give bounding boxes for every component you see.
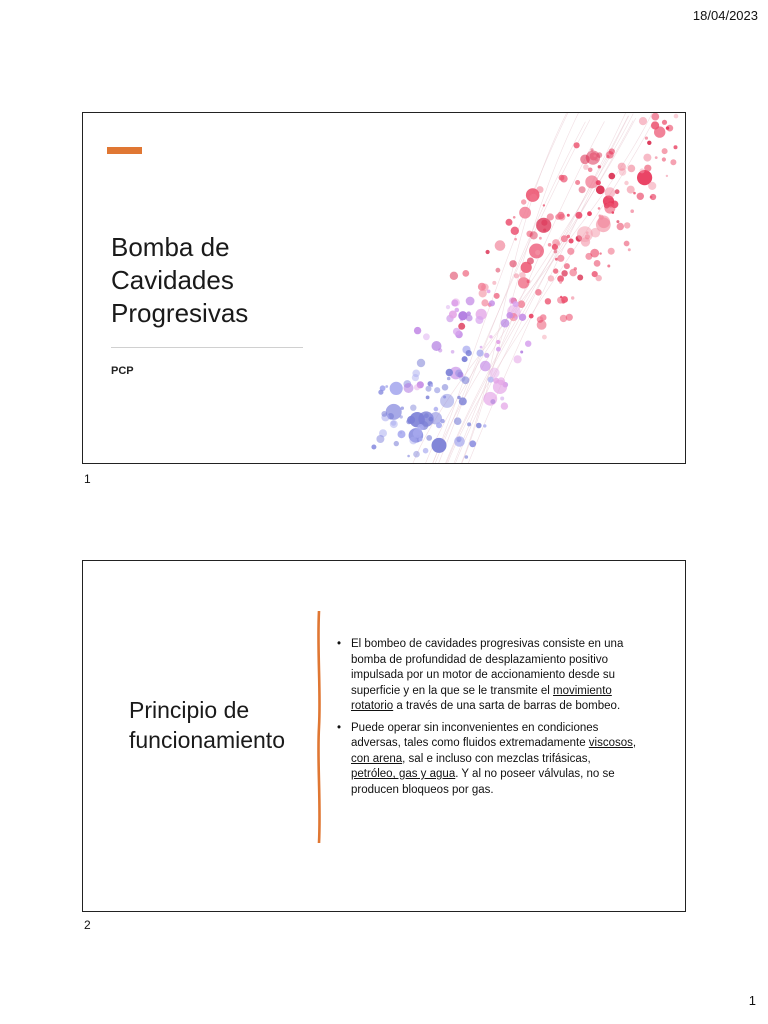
underlined-term: movimiento rotatorio	[351, 684, 612, 712]
slide-2[interactable]	[82, 560, 686, 912]
bullet-text: , sal e incluso con mezclas trifásicas,	[402, 752, 591, 765]
bullet-list	[337, 637, 637, 804]
underlined-term: con arena	[351, 752, 403, 765]
accent-bar	[107, 147, 142, 154]
slide-1[interactable]	[82, 112, 686, 464]
title-divider	[111, 347, 303, 348]
slide-1-number: 1	[84, 472, 91, 486]
title-line: Principio de	[129, 697, 250, 723]
bullet-text: a través de una sarta de barras de bombeo.	[393, 700, 621, 712]
underlined-term: viscosos	[588, 737, 633, 749]
bullet-text: El bombeo de cavidades progresivas consiste en una bomba de profundidad de desplazamiento positivo impulsada por un motor de accionamiento desde su superficie y en la que se le transmite el	[351, 638, 624, 697]
page-number: 1	[748, 993, 756, 1008]
bullet-item	[337, 637, 637, 715]
vertical-accent-line	[316, 611, 322, 843]
bullet-text: Puede operar sin inconvenientes en condiciones adversas, tales como fluidos extremadamente	[351, 721, 599, 749]
slide-1-title	[111, 231, 311, 330]
bullet-text: ,	[632, 737, 637, 749]
bullet-item	[337, 721, 637, 799]
title-line: Bomba de	[111, 232, 230, 262]
slide-2-title	[129, 695, 319, 755]
title-line: funcionamiento	[129, 727, 285, 753]
bullet-text: . Y al no poseer válvulas, no se producen bloqueos por gas.	[351, 768, 615, 796]
slide-1-subtitle: PCP	[111, 365, 134, 377]
title-line: Progresivas	[111, 298, 249, 328]
underlined-term: petróleo, gas y agua	[351, 768, 456, 780]
title-line: Cavidades	[111, 265, 234, 295]
slide-2-number: 2	[84, 918, 91, 932]
print-date: 18/04/2023	[692, 8, 758, 23]
